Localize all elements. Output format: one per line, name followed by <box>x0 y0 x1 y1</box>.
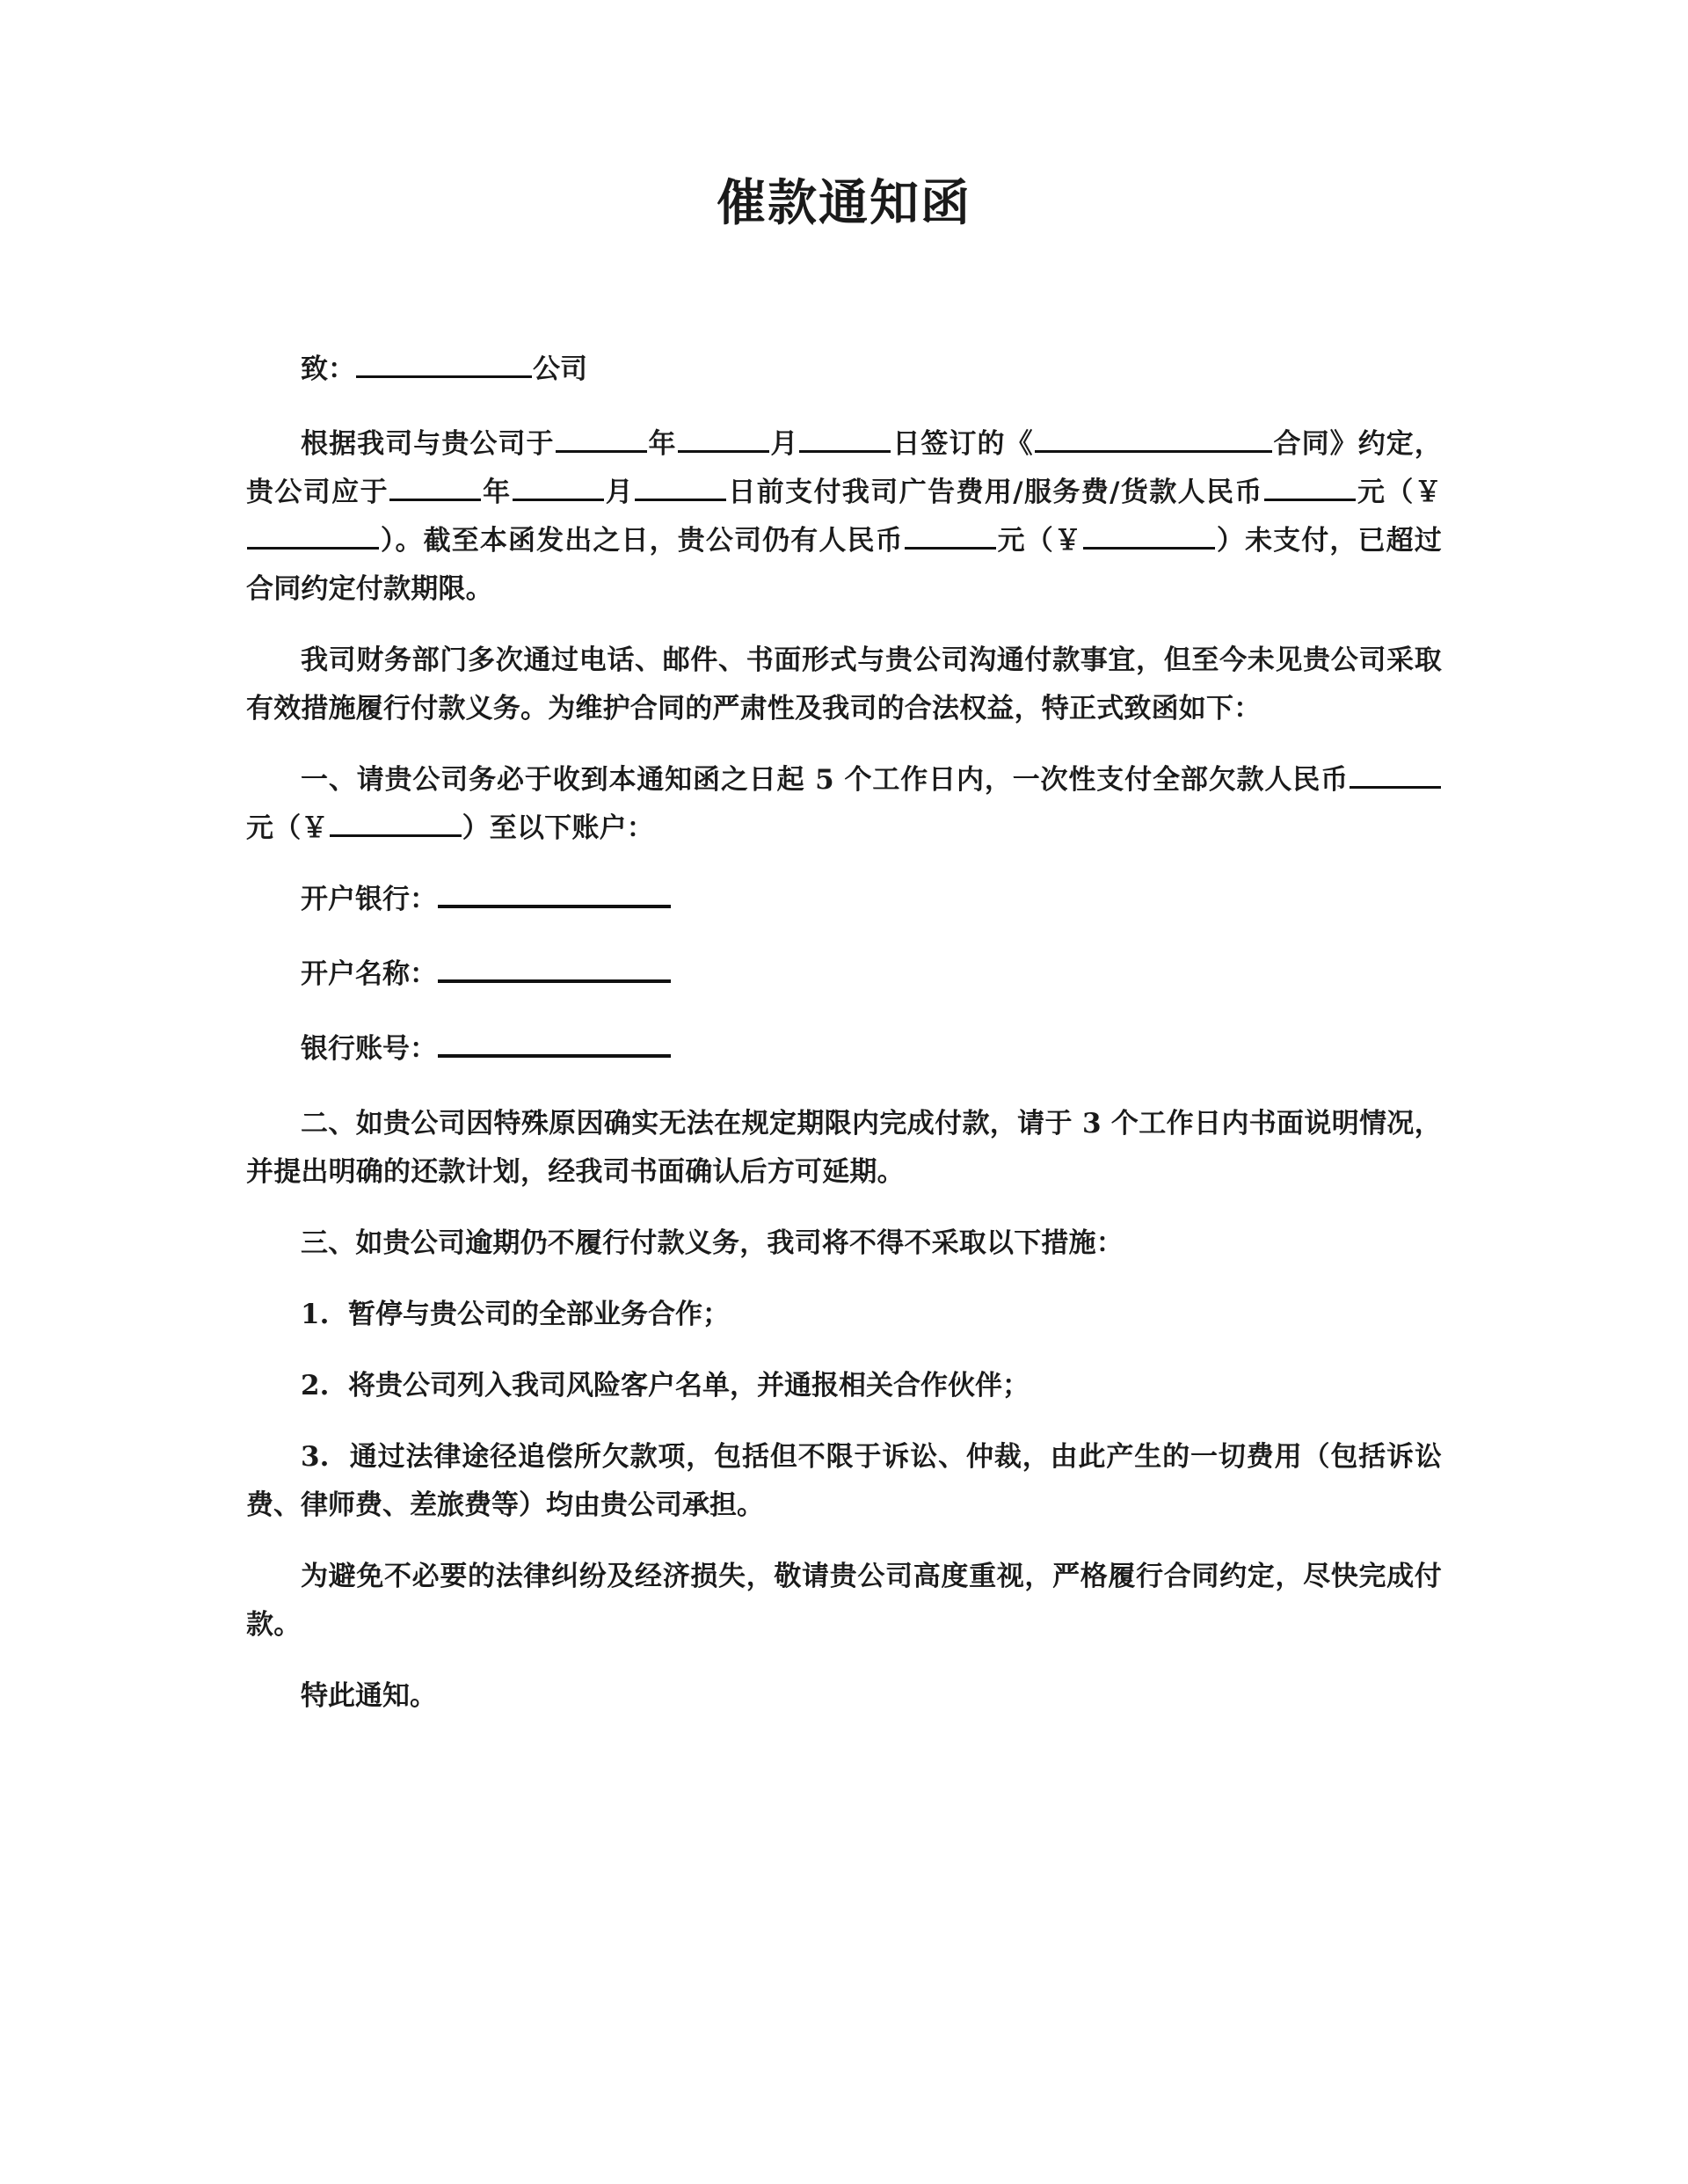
measure-2-number: 2. <box>301 1370 330 1402</box>
due-year-blank[interactable] <box>389 472 481 501</box>
p1-seg6: 年 <box>481 477 512 509</box>
account-name-field-row <box>246 950 1442 999</box>
contract-amount-cn-blank[interactable] <box>1264 472 1356 501</box>
closing-appeal-paragraph: 为避免不必要的法律纠纷及经济损失，敬请贵公司高度重视，严格履行合同约定，尽快完成付款。 <box>246 1561 1442 1642</box>
measure-3-number: 3. <box>301 1441 330 1474</box>
clause1-seg2: 元（￥ <box>246 812 329 845</box>
p1-seg8: 日前支付我司广告费用/服务费/货款人民币 <box>727 477 1263 509</box>
contract-overview-paragraph <box>246 420 1442 614</box>
p1-seg7: 月 <box>604 477 635 509</box>
p1-seg3: 月 <box>769 428 799 461</box>
account-name-label: 开户名称： <box>301 958 437 991</box>
measure-item <box>246 1433 1442 1530</box>
clause1-seg1: 一、请贵公司务必于收到本通知函之日起 5 个工作日内，一次性支付全部欠款人民币 <box>301 764 1349 797</box>
bank-name-label: 开户银行： <box>301 884 437 916</box>
due-day-blank[interactable] <box>635 472 726 501</box>
p1-seg2: 年 <box>647 428 677 461</box>
contract-year-blank[interactable] <box>556 424 647 453</box>
outstanding-amount-cn-blank[interactable] <box>905 521 996 550</box>
clause-two-paragraph: 二、如贵公司因特殊原因确实无法在规定期限内完成付款，请于 3 个工作日内书面说明情况，并提出明确的还款计划，经我司书面确认后方可延期。 <box>246 1108 1442 1189</box>
recipient-company-blank[interactable] <box>356 349 532 378</box>
salutation-suffix: 公司 <box>533 353 587 386</box>
final-note: 特此通知。 <box>301 1680 437 1713</box>
measure-item <box>246 1291 1442 1339</box>
p1-seg5: 合同》约定，贵公司应于 <box>246 428 1443 509</box>
measure-3-text: 通过法律途径追偿所欠款项，包括但不限于诉讼、仲裁，由此产生的一切费用（包括诉讼费、律师费、差旅费等）均由贵公司承担。 <box>246 1441 1442 1522</box>
bank-name-blank[interactable] <box>438 878 671 908</box>
account-number-blank[interactable] <box>438 1028 671 1058</box>
measure-1-number: 1. <box>301 1299 330 1331</box>
measure-item <box>246 1362 1442 1410</box>
payable-amount-num-blank[interactable] <box>330 808 462 837</box>
bank-name-field-row <box>246 876 1442 924</box>
communication-history-paragraph: 我司财务部门多次通过电话、邮件、书面形式与贵公司沟通付款事宜，但至今未见贵公司采取有效措施履行付款义务。为维护合同的严肃性及我司的合法权益，特正式致函如下： <box>246 644 1442 725</box>
measure-1-text: 暂停与贵公司的全部业务合作； <box>347 1299 730 1331</box>
account-name-blank[interactable] <box>438 953 671 983</box>
document-body <box>246 233 1442 1721</box>
p1-seg9: 元（￥ <box>1356 477 1443 509</box>
contract-name-blank[interactable] <box>1035 424 1272 453</box>
salutation-line <box>246 346 1442 394</box>
measure-2-text: 将贵公司列入我司风险客户名单，并通报相关合作伙伴； <box>347 1370 1030 1402</box>
p1-seg10: ）。截至本函发出之日，贵公司仍有人民币 <box>380 525 904 557</box>
p1-seg12: ）未支付，已超过合同约定付款期限。 <box>246 525 1442 606</box>
page-title: 催款通知函 <box>717 174 971 232</box>
account-number-field-row <box>246 1025 1442 1074</box>
p1-seg4: 日签订的《 <box>891 428 1034 461</box>
p1-seg1: 根据我司与贵公司于 <box>301 428 555 461</box>
contract-day-blank[interactable] <box>799 424 891 453</box>
payable-amount-cn-blank[interactable] <box>1350 760 1441 789</box>
contract-amount-num-blank[interactable] <box>247 521 379 550</box>
outstanding-amount-num-blank[interactable] <box>1083 521 1215 550</box>
due-month-blank[interactable] <box>513 472 604 501</box>
p1-seg11: 元（￥ <box>996 525 1083 557</box>
account-number-label: 银行账号： <box>301 1033 437 1066</box>
contract-month-blank[interactable] <box>678 424 769 453</box>
clause-three-paragraph: 三、如贵公司逾期仍不履行付款义务，我司将不得不采取以下措施： <box>301 1227 1124 1260</box>
salutation-prefix: 致： <box>301 353 355 386</box>
clause-one-paragraph <box>246 756 1442 853</box>
clause1-seg3: ）至以下账户： <box>462 812 655 845</box>
